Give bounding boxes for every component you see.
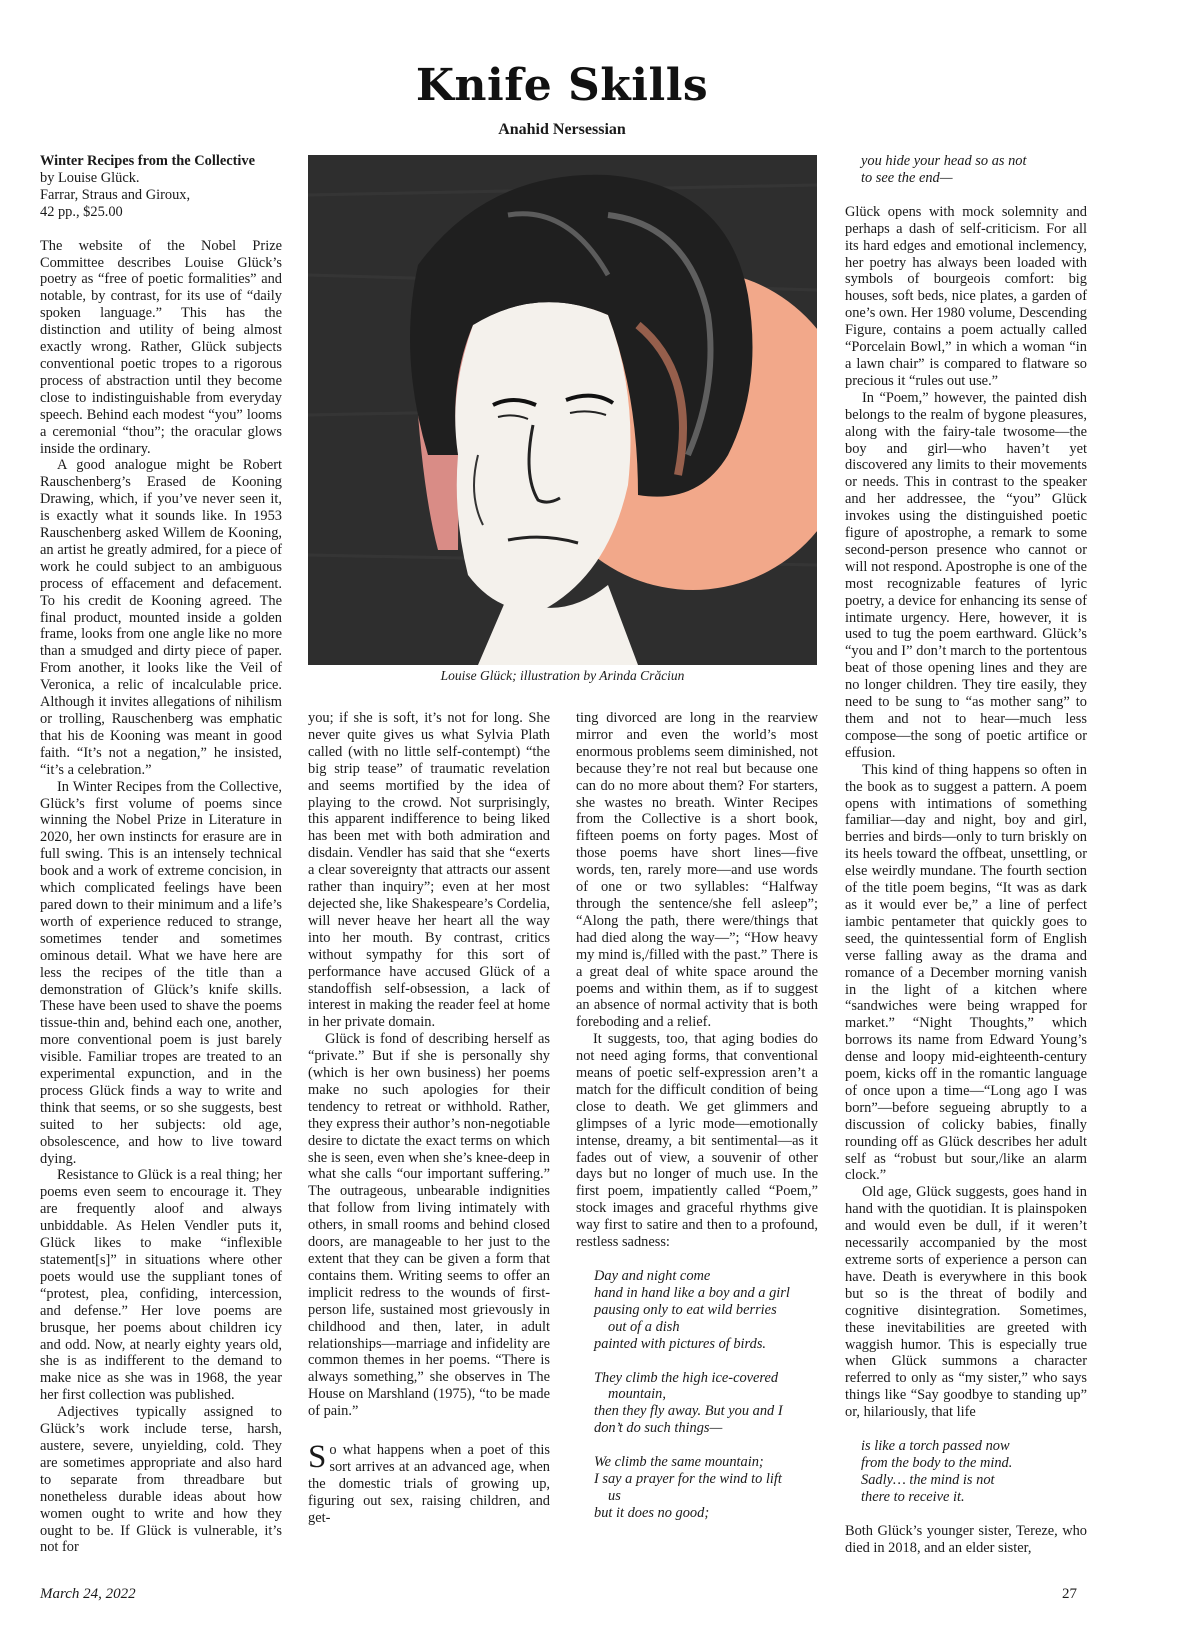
poem-line: then they fly away. But you and I [594, 1403, 783, 1420]
poem-stanza [594, 1268, 818, 1353]
author-byline: Anahid Nersessian [498, 121, 626, 138]
poem-stanza [594, 1454, 818, 1522]
book-author: by Louise Glück. [40, 169, 140, 186]
poem-line: is like a torch passed now [861, 1438, 1010, 1455]
poem-line: I say a prayer for the wind to lift [594, 1471, 782, 1488]
poem-line: there to receive it. [861, 1488, 965, 1505]
poem-stanza [594, 1370, 818, 1438]
article-title: Knife Skills [415, 60, 709, 111]
poem-line: don’t do such things— [594, 1420, 723, 1437]
poem-line: to see the end— [861, 169, 953, 186]
paragraph [308, 1439, 550, 1527]
poem-line: mountain, [608, 1386, 666, 1403]
issue-date: March 24, 2022 [40, 1586, 136, 1602]
page-number: 27 [1062, 1586, 1077, 1602]
poem-line: you hide your head so as not [861, 153, 1027, 169]
book-info [40, 153, 282, 221]
poem-line: Day and night come [594, 1268, 711, 1284]
paragraph: Resistance to Glück is a real thing; her poems even seem to encourage it. They are frequently aloof and always unbiddable. As Helen Vendler puts it, Glück likes to make “inflexible statement[s]” in situations where other poets would use the suppliant tones of “protest, plea, confiding, intercession, and defense.” Her love poems are brusque, her poems about children icy and odd. Now, at nearly eighty years old, she is as indifferent to the demand to make nice as she was in 1968, the year her first collection was published. [40, 1167, 282, 1404]
column-3 [576, 710, 818, 1522]
poem-line: hand in hand like a boy and a girl [594, 1284, 790, 1301]
illustration-caption: Louise Glück; illustration by Arinda Crăciun [440, 668, 685, 683]
poem-line: out of a dish [608, 1318, 680, 1335]
poem-line: They climb the high ice-covered [594, 1369, 779, 1386]
poem-line: Sadly… the mind is not [861, 1471, 995, 1488]
portrait-illustration [308, 155, 817, 665]
paragraph: Both Glück’s younger sister, Tereze, who died in 2018, and an elder sister, [845, 1522, 1087, 1556]
column-2 [308, 710, 550, 1527]
column-4 [845, 153, 1087, 1557]
paragraph: A good analogue might be Robert Rauschenberg’s Erased de Kooning Drawing, which, if you’ve never seen it, is exactly what it sounds like. In 1953 Rauschenberg asked Willem de Kooning, an artist he greatly admired, for a piece of work he could subject to an ambiguous process of effacement and defacement. To his credit de Kooning agreed. The final product, mounted inside a golden frame, looks from one angle like no more than a smudged and dirty piece of paper. From another, it looks like the Veil of Veronica, a relic of incalculable price. Although it invites allegations of nihilism or trolling, Rauschenberg was emphatic that his de Kooning was meant in good faith. “It’s not a negation,” he insisted, “it’s a celebration.” [40, 457, 282, 778]
paragraph: This kind of thing happens so often in the book as to suggest a pattern. A poem opens with intimations of something familiar—day and night, boy and girl, berries and birds—only to turn briskly on its heels toward the offbeat, unsettling, or else weirdly mundane. The fourth section of the title poem begins, “It was as dark as it would ever be,” a line of perfect iambic pentameter that quickly goes to seed, the quintessential form of English verse falling away as the drama and romance of a December morning vanish in the light of a kitchen where “sandwiches were being wrapped for market.” “Night Thoughts,” which borrows its name from Edward Young’s dense and loopy mid-eighteenth-century poem, kicks off in the romantic language of once upon a time—“Long ago I was born”—before segueing abruptly to a discussion of colicky babies, finally rounding off as Glück describes her adult self as “robust but sour,/like an alarm clock.” [845, 761, 1087, 1184]
portrait-svg [308, 155, 817, 665]
poem-line: from the body to the mind. [861, 1454, 1013, 1471]
column-1 [40, 153, 282, 1556]
paragraph: In “Poem,” however, the painted dish belongs to the realm of bygone pleasures, along with the fairy-tale twosome—the boy and girl—who haven’t yet discovered any limits to their movements or needs. This in contrast to the speaker and her addressee, the “you” Glück invokes using the distinguished poetic figure of apostrophe, a remark to some second-person presence who cannot or will not respond. Apostrophe is one of the most recognizable features of lyric poetry, a device for enhancing its sense of intimate urgency. Here, however, it is used to tug the poem earthward. Glück’s “you and I” don’t march to the portentous beat of those opening lines and they are no longer children. They tire easily, they need to be sung to “as mother sang” to them and not to hear—much less compose—the song of poetic artifice or effusion. [845, 389, 1087, 761]
drop-cap: S [308, 1439, 327, 1476]
poem-excerpt [861, 1438, 1087, 1506]
book-details: 42 pp., $25.00 [40, 203, 123, 220]
poem-line: us [608, 1487, 621, 1504]
poem-excerpt [594, 1268, 818, 1522]
poem-line: painted with pictures of birds. [594, 1335, 767, 1352]
book-publisher: Farrar, Straus and Giroux, [40, 186, 191, 203]
poem-line: pausing only to eat wild berries [594, 1301, 777, 1318]
poem-line: We climb the same mountain; [594, 1454, 764, 1471]
paragraph: It suggests, too, that aging bodies do not need aging forms, that conventional means of poetic self-expression aren’t a match for the difficult condition of being close to death. We get glimmers and glimpses of a lyric mode—emotionally intense, dreamy, a bit sentimental—as it fades out of view, a souvenir of other days but no longer of much use. In the first poem, impatiently called “Poem,” stock images and graceful rhythms give way first to satire and then to a profound, restless sadness: [576, 1031, 818, 1251]
poem-line: but it does no good; [594, 1504, 710, 1521]
paragraph: Adjectives typically assigned to Glück’s work include terse, harsh, austere, severe, unyielding, cold. They are sometimes appropriate and also hard to separate from threadbare but nonetheless durable ideas about how women ought to write and how they ought to be. If Glück is vulnerable, it’s not for [40, 1404, 282, 1556]
poem-excerpt [861, 153, 1087, 187]
paragraph: In Winter Recipes from the Collective, Glück’s first volume of poems since winning the Nobel Prize in Literature in 2020, her own instincts for erasure are in full swing. This is an intensely technical book and a work of extreme concision, in which complicated feelings have been pared down to their minimum and a life’s worth of experience reduced to strange, sometimes tender and sometimes ominous detail. What we have here are less the recipes of the title than a demonstration of Glück’s knife skills. These have been used to shave the poems tissue-thin and, behind each one, another, more conventional poem is just barely visible. Familiar tropes are treated to an experimental expunction, and in the process Glück finds a way to write and think that seems, or so she suggests, best suited to her subjects: old age, obsolescence, and how to live toward dying. [40, 778, 282, 1167]
book-title: Winter Recipes from the Collective [40, 153, 256, 169]
paragraph: you; if she is soft, it’s not for long. She never quite gives us what Sylvia Plath called (with no little self-contempt) “the big strip tease” of traumatic revelation and seems mortified by the idea of playing to the crowd. Not surprisingly, this apparent indifference to being liked has been met with both admiration and disdain. Vendler has said that she “exerts a clear sovereignty that attracts our assent rather than inquiry”; even at her most dejected she, like Shakespeare’s Cordelia, will never heave her heart all the way into her mouth. By contrast, critics without sympathy for this sort of performance have accused Glück of a standoffish self-obsession, a lack of interest in making the reader feel at home in her private domain. [308, 710, 550, 1031]
paragraph: Old age, Glück suggests, goes hand in hand with the quotidian. It is plainspoken and would even be dull, if it weren’t necessarily accompanied by the most extreme sorts of experience a person can have. Death is everywhere in this book but so is the threat of bodily and cognitive disintegration. Sometimes, these inevitabilities are greeted with waggish humor. This is especially true when Glück summons a character referred to only as “my sister,” who says things like “Say goodbye to standing up” or, hilariously, that life [845, 1184, 1087, 1421]
paragraph: The website of the Nobel Prize Committee describes Louise Glück’s poetry as “free of poetic formalities” and notable, by contrast, for its use of “daily spoken language.” This has the distinction and utility of being almost exactly wrong. Rather, Glück subjects conventional poetic tropes to a rigorous process of abstraction until they become close to indistinguishable from everyday speech. Behind each modest “you” looms a ceremonial “thou”; the oracular glows inside the ordinary. [40, 237, 282, 457]
paragraph: ting divorced are long in the rearview mirror and even the world’s most enormous problems seem diminished, not because they’re not real but because one can do no more about them? For starters, she wastes no breath. Winter Recipes from the Collective is a short book, fifteen poems on forty pages. Most of those poems have short lines—five words, ten, rarely more—and use words of one or two syllables: “Halfway through the sentence/she fell asleep”; “Along the path, there were/things that had died along the way—”; “How heavy my mind is,/filled with the past.” There is a great deal of white space around the poems and within them, as if to suggest an absence of normal activity that is both foreboding and a relief. [576, 710, 818, 1031]
paragraph-text: o what happens when a poet of this sort arrives at an advanced age, when the domestic trials of growing up, figuring out sex, raising children, and get- [308, 1442, 550, 1526]
paragraph: Glück is fond of describing herself as “private.” But if she is personally shy (which is her own business) her poems make no such apologies for their tendency to retreat or withhold. Rather, they express their author’s non-negotiable desire to dictate the exact terms on which she is seen, even when she’s knee-deep in what she calls “our important suffering.” The outrageous, unbearable indignities that follow from living intimately with others, in small rooms and behind closed doors, are manageable to her just to the extent that they can be given a form that contains them. Writing seems to offer an implicit redress to the wounds of first-person life, sustained most grievously in childhood and then, later, in adult relationships—marriage and infidelity are common themes in her poems. “There is always something,” she observes in The House on Marshland (1975), “to be made of pain.” [308, 1031, 550, 1420]
paragraph: Glück opens with mock solemnity and perhaps a dash of self-criticism. For all its hard edges and emotional inclemency, her poetry has always been loaded with symbols of bourgeois comfort: big houses, soft beds, nice plates, a garden of one’s own. Her 1980 volume, Descending Figure, contains a poem actually called “Porcelain Bowl,” in which a woman “in a lawn chair” is compared to flatware so precious it “rules out use.” [845, 203, 1087, 389]
